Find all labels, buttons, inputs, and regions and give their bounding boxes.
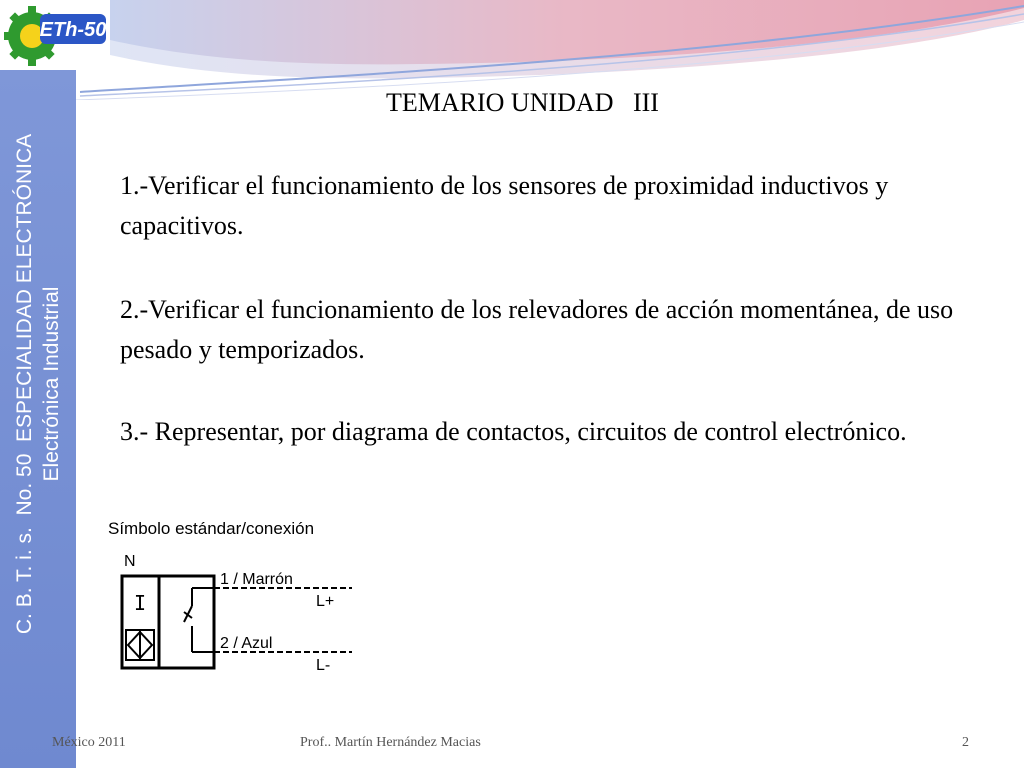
logo-label: ETh-50 <box>39 19 107 41</box>
footer-date: México 2011 <box>52 735 126 750</box>
topic-item-1: 1.-Verificar el funcionamiento de los sensores de proximidad inductivos y capacitivos. <box>120 171 889 240</box>
school-name: C. B. T. i. s. No. 50 ESPECIALIDAD ELECTRÓNICA <box>13 133 36 635</box>
diagram-i-label: I <box>134 591 147 615</box>
diagram-n-label: N <box>124 553 136 570</box>
header-wave-decoration <box>0 0 1024 100</box>
wire-1-label: 1 / Marrón <box>220 571 293 588</box>
diagram-caption: Símbolo estándar/conexión <box>108 519 315 538</box>
slide-title: TEMARIO UNIDAD III <box>386 88 659 117</box>
terminal-plus-label: L+ <box>316 593 335 610</box>
footer-page-number: 2 <box>962 735 969 750</box>
sidebar-text <box>11 64 65 704</box>
wire-2-label: 2 / Azul <box>220 635 273 652</box>
sensor-connection-diagram <box>104 514 360 680</box>
specialty-name: Electrónica Industrial <box>40 286 63 482</box>
terminal-minus-label: L- <box>316 657 331 674</box>
school-logo <box>0 0 112 70</box>
topic-item-2: 2.-Verificar el funcionamiento de los relevadores de acción momentánea, de uso pesado y temporizados. <box>120 295 954 364</box>
topic-item-3: 3.- Representar, por diagrama de contactos, circuitos de control electrónico. <box>120 417 907 446</box>
footer-author: Prof.. Martín Hernández Macias <box>300 735 481 750</box>
